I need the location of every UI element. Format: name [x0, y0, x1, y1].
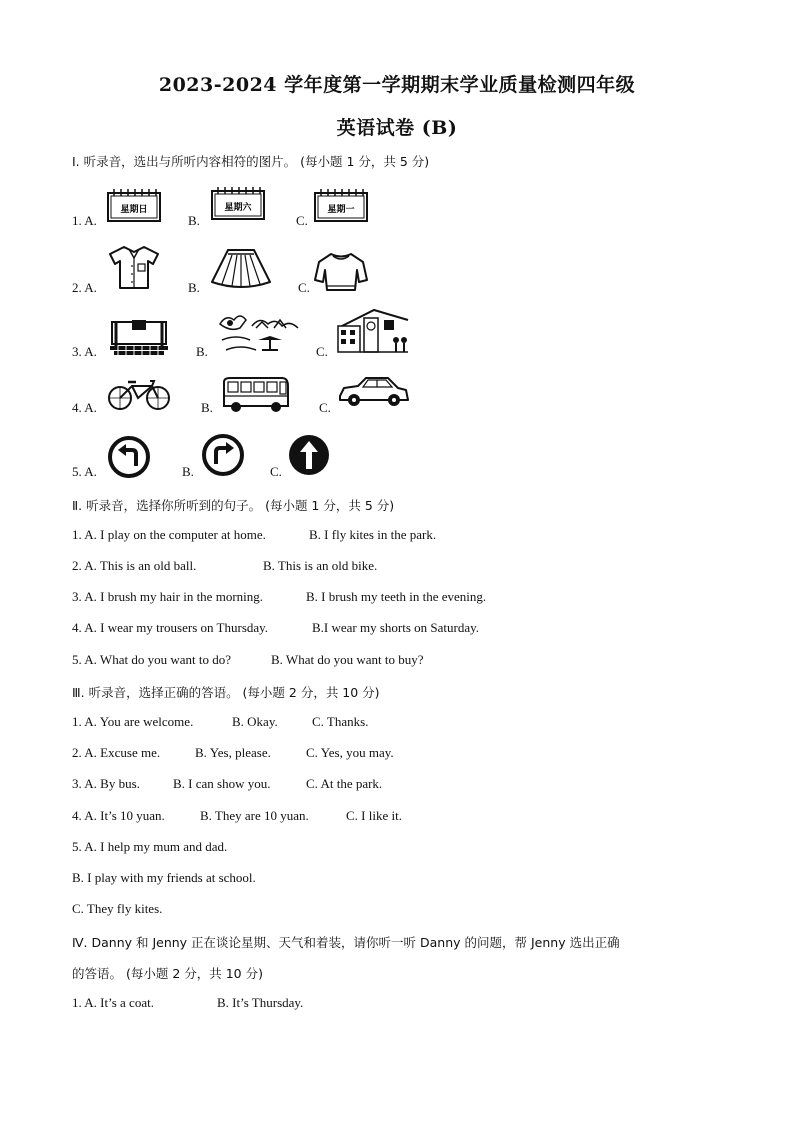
skirt-icon: [208, 246, 274, 292]
exam-subtitle: 英语试卷 (B): [336, 117, 458, 139]
part2-q1-option-a: 1. A. I play on the computer at home.: [72, 527, 266, 542]
calendar-card-text: 星期六: [224, 203, 252, 213]
part4-q1-option-a: 1. A. It’s a coat.: [72, 995, 154, 1010]
part4-q1-option-b: B. It’s Thursday.: [217, 995, 304, 1010]
part2-q1-option-b: B. I fly kites in the park.: [309, 527, 437, 542]
bicycle-icon: [106, 376, 172, 412]
part3-q3-option-c: C. At the park.: [306, 776, 383, 791]
q1-label-b: B.: [188, 213, 200, 228]
part3-q3-option-b: B. I can show you.: [173, 776, 271, 791]
turn-left-sign-icon: [108, 436, 150, 478]
part2-q2-option-a: 2. A. This is an old ball.: [72, 558, 197, 573]
q2-label-b: B.: [188, 280, 200, 295]
q5-label-c: C.: [270, 464, 282, 479]
q4-label-c: C.: [319, 400, 331, 415]
exam-title: 2023-2024 学年度第一学期期末学业质量检测四年级: [158, 74, 636, 96]
sweater-icon: [313, 250, 369, 292]
part4-heading-line1: Ⅳ. Danny 和 Jenny 正在谈论星期、天气和着装，请你听一听 Danny 的问题，帮 Jenny 选出正确: [72, 935, 620, 950]
calendar-card-text: 星期一: [327, 205, 355, 215]
q3-label-a: 3. A.: [72, 344, 97, 359]
q4-label-b: B.: [201, 400, 213, 415]
part2-q5-option-a: 5. A. What do you want to do?: [72, 652, 231, 667]
part2-q3-option-b: B. I brush my teeth in the evening.: [306, 589, 487, 604]
car-icon: [336, 374, 410, 410]
calendar-sunday-icon: [106, 187, 162, 223]
go-straight-sign-icon: [288, 434, 330, 476]
q2-label-a: 2. A.: [72, 280, 97, 295]
part3-q2-option-c: C. Yes, you may.: [306, 745, 394, 760]
turn-right-sign-icon: [202, 434, 244, 476]
q2-label-c: C.: [298, 280, 310, 295]
part3-q3-option-a: 3. A. By bus.: [72, 776, 140, 791]
bus-icon: [220, 374, 290, 414]
part2-q4-option-a: 4. A. I wear my trousers on Thursday.: [72, 620, 269, 635]
part3-q1-option-a: 1. A. You are welcome.: [72, 714, 194, 729]
part3-q1-option-c: C. Thanks.: [312, 714, 369, 729]
part2-q4-option-b: B.I wear my shorts on Saturday.: [312, 620, 480, 635]
q5-label-b: B.: [182, 464, 194, 479]
part3-q2-option-b: B. Yes, please.: [195, 745, 271, 760]
part4-heading-line2: 的答语。 (每小题 2 分，共 10 分): [72, 966, 263, 981]
part3-q4-option-a: 4. A. It’s 10 yuan.: [72, 808, 165, 823]
part3-q5-option-c: C. They fly kites.: [72, 901, 163, 916]
part2-q3-option-a: 3. A. I brush my hair in the morning.: [72, 589, 264, 604]
park-icon: [216, 310, 302, 356]
part3-q1-option-b: B. Okay.: [232, 714, 278, 729]
part2-q5-option-b: B. What do you want to buy?: [271, 652, 424, 667]
part3-q2-option-a: 2. A. Excuse me.: [72, 745, 161, 760]
q1-label-a: 1. A.: [72, 213, 97, 228]
calendar-monday-icon: [313, 187, 369, 223]
q3-label-b: B.: [196, 344, 208, 359]
part3-heading: Ⅲ. 听录音，选择正确的答语。 (每小题 2 分，共 10 分): [72, 685, 380, 700]
q4-label-a: 4. A.: [72, 400, 97, 415]
q1-label-c: C.: [296, 213, 308, 228]
part2-heading: Ⅱ. 听录音，选择你所听到的句子。 (每小题 1 分，共 5 分): [72, 498, 395, 513]
calendar-saturday-icon: [210, 185, 266, 221]
calendar-card-text: 星期日: [120, 205, 148, 215]
q5-label-a: 5. A.: [72, 464, 97, 479]
part3-q4-option-c: C. I like it.: [346, 808, 402, 823]
part3-q5-option-a: 5. A. I help my mum and dad.: [72, 839, 228, 854]
cinema-icon: [106, 318, 172, 358]
shirt-icon: [106, 244, 162, 290]
part3-q4-option-b: B. They are 10 yuan.: [200, 808, 309, 823]
q3-label-c: C.: [316, 344, 328, 359]
part3-q5-option-b: B. I play with my friends at school.: [72, 870, 256, 885]
part2-q2-option-b: B. This is an old bike.: [263, 558, 378, 573]
part1-heading: Ⅰ. 听录音，选出与所听内容相符的图片。 (每小题 1 分，共 5 分): [72, 154, 430, 169]
school-icon: [334, 306, 410, 356]
